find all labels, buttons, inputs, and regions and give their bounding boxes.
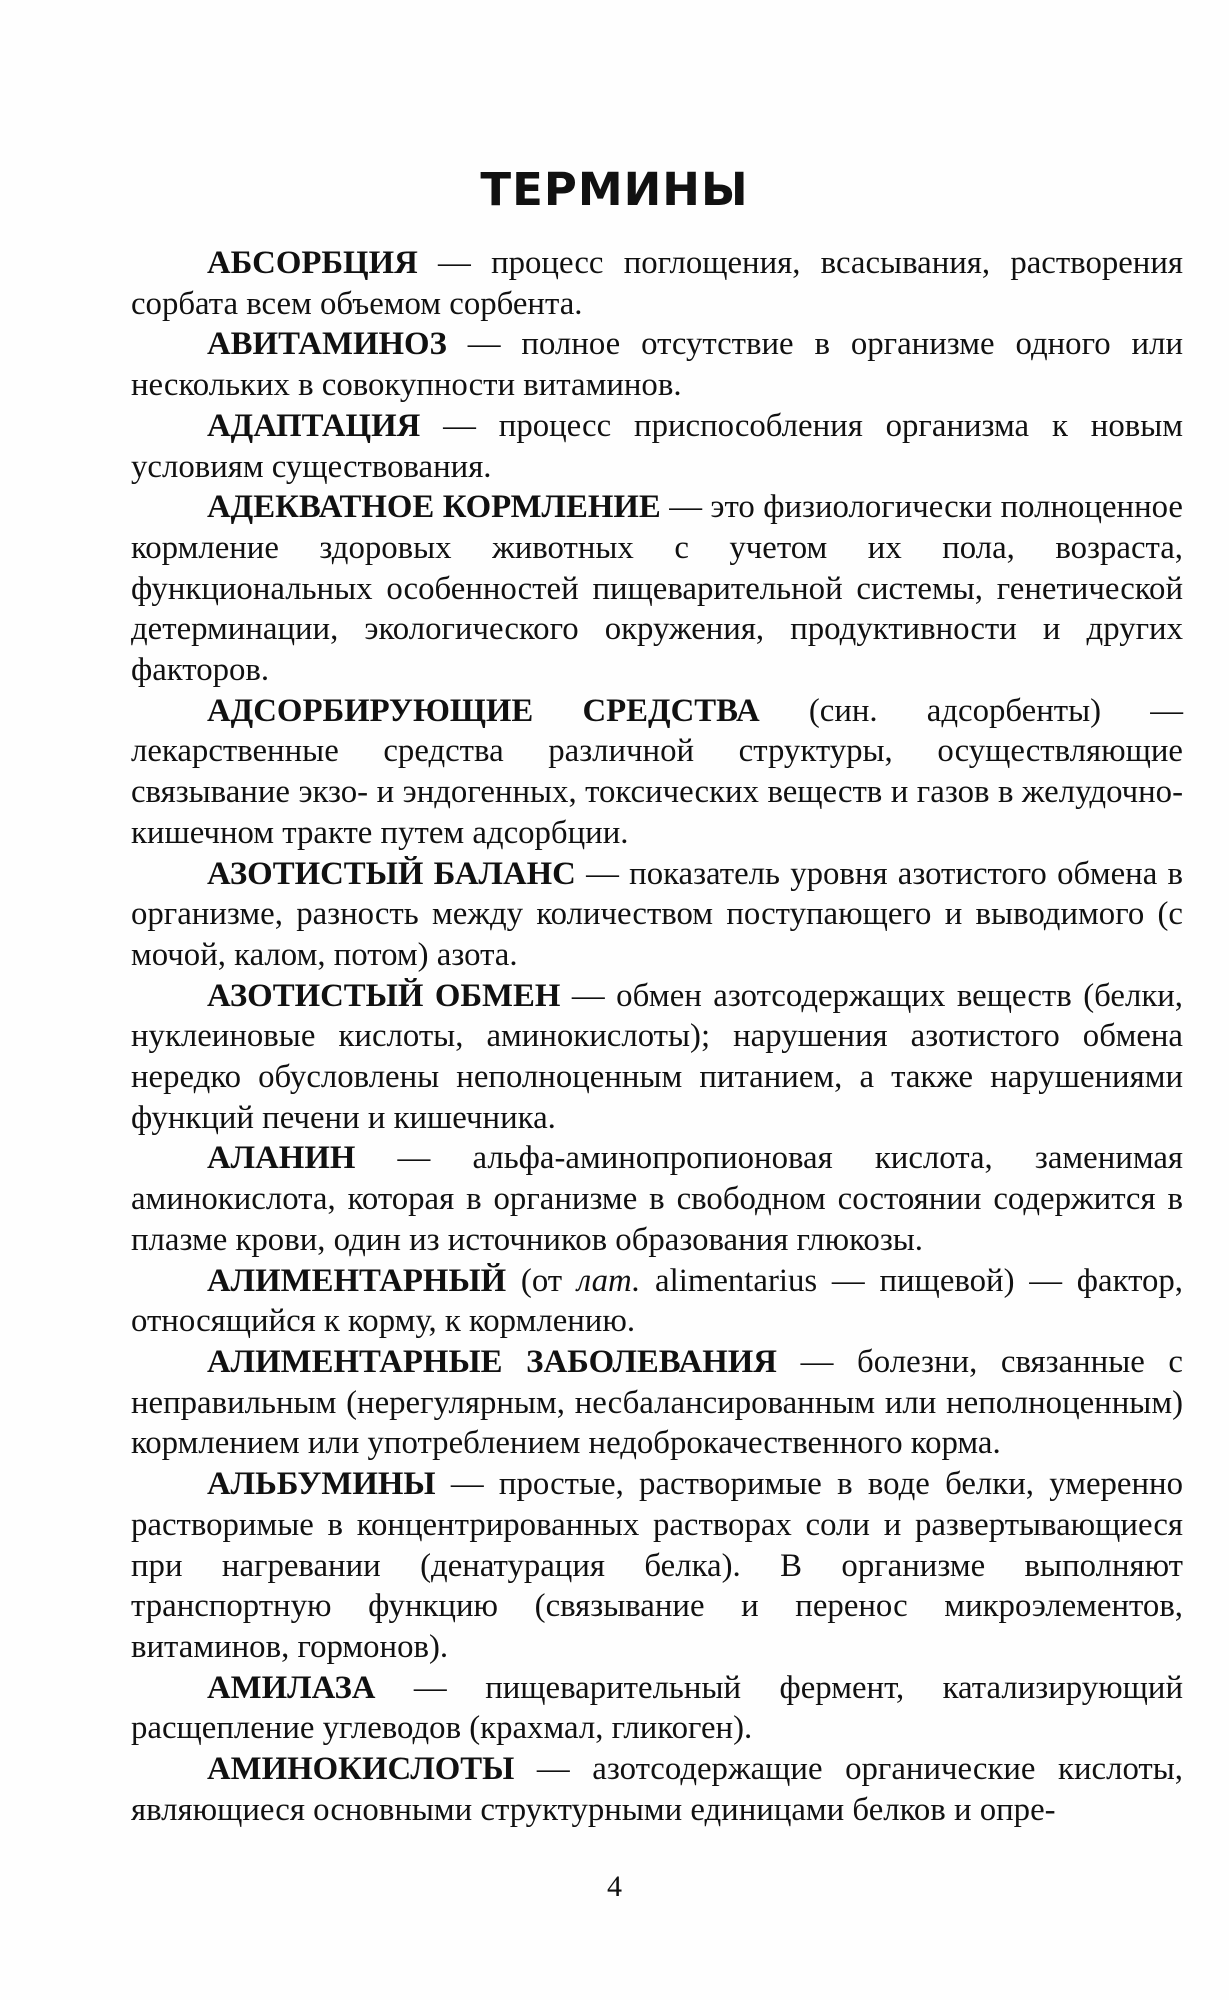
entry-definition: alimentarius — пищевой) — фактор, относящийся к корму, к кормлению.	[131, 1262, 1184, 1340]
entry-definition: — простые, растворимые в воде белки, умеренно растворимые в концентрированных растворах соли и развертывающиеся при нагревании (денатурация белка). В организме выполняют транспортную функцию (связывание и перенос микроэлементов, витаминов, гормонов).	[131, 1466, 1183, 1665]
entry-definition: — процесс приспособления организма к новым условиям существования.	[131, 407, 1183, 485]
entry-term: АДЕКВАТНОЕ КОРМЛЕНИЕ	[207, 489, 661, 526]
glossary-entry	[131, 976, 1183, 1139]
glossary-entry	[131, 1342, 1183, 1464]
glossary-entry	[131, 406, 1183, 487]
glossary-entry	[131, 324, 1183, 405]
entry-term: АЛИМЕНТАРНЫЕ ЗАБОЛЕВАНИЯ	[207, 1343, 777, 1380]
glossary-entry	[131, 487, 1183, 691]
entry-term: АВИТАМИНОЗ	[207, 326, 447, 363]
entry-term: АЗОТИСТЫЙ ОБМЕН	[207, 977, 561, 1014]
entry-term: АБСОРБЦИЯ	[207, 245, 418, 281]
glossary-entry	[131, 854, 1183, 976]
entry-definition: — альфа-аминопропионовая кислота, заменимая аминокислота, которая в организме в свободном состоянии содержится в плазме крови, один из источников образования глюкозы.	[131, 1140, 1183, 1258]
entry-definition: — пищеварительный фермент, катализирующий расщепление углеводов (крахмал, гликоген).	[131, 1669, 1183, 1747]
page-number: 4	[607, 1870, 622, 1903]
entry-definition: — обмен азотсодержащих веществ (белки, нуклеиновые кислоты, аминокислоты); нарушения азотистого обмена нередко обусловлены неполноценным питанием, а также нарушениями функций печени и кишечника.	[131, 977, 1183, 1136]
page-title: ТЕРМИНЫ	[480, 163, 749, 216]
glossary-entry	[131, 1749, 1183, 1830]
glossary-entry	[131, 1464, 1183, 1668]
entry-term: АМИЛАЗА	[207, 1669, 376, 1706]
glossary-entry	[131, 691, 1183, 854]
glossary-entry	[131, 1261, 1183, 1342]
entry-definition: (син. адсорбенты) — лекарственные средства различной структуры, осуществляющие связывание экзо- и эндогенных, токсических веществ и газов в желудочно-кишечном тракте путем адсорбции.	[131, 692, 1183, 851]
entry-definition: — азотсодержащие органические кислоты, являющиеся основными структурными единицами белков и опре-	[131, 1751, 1183, 1828]
glossary-body	[131, 243, 1183, 1830]
entry-definition: — болезни, связанные с неправильным (нерегулярным, несбалансированным или неполноценным) кормлением или употреблением недоброкачественного корма.	[131, 1343, 1183, 1462]
entry-definition-prefix: (от	[506, 1262, 577, 1299]
entry-term: АЗОТИСТЫЙ БАЛАНС	[207, 855, 576, 892]
entry-term: АЛИМЕНТАРНЫЙ	[207, 1262, 507, 1299]
entry-term: АЛЬБУМИНЫ	[207, 1466, 436, 1503]
glossary-entry	[131, 243, 1183, 324]
glossary-entry	[131, 1138, 1183, 1260]
entry-term: АДСОРБИРУЮЩИЕ СРЕДСТВА	[207, 692, 760, 729]
latin-abbreviation: лат.	[576, 1262, 641, 1299]
entry-definition: — это физиологически полноценное кормление здоровых животных с учетом их пола, возраста, функциональных особенностей пищеварительной системы, генетической детерминации, экологического окружения, продуктивности и других факторов.	[131, 489, 1183, 689]
entry-definition: — полное отсутствие в организме одного или нескольких в совокупности витаминов.	[131, 326, 1183, 404]
entry-definition: — процесс поглощения, всасывания, растворения сорбата всем объемом сорбента.	[131, 245, 1183, 322]
glossary-entry	[131, 1668, 1183, 1749]
entry-term: АДАПТАЦИЯ	[207, 407, 421, 444]
entry-term: АЛАНИН	[207, 1140, 356, 1177]
entry-definition: — показатель уровня азотистого обмена в организме, разность между количеством поступающего и выводимого (с мочой, калом, потом) азота.	[131, 855, 1183, 973]
entry-term: АМИНОКИСЛОТЫ	[207, 1751, 515, 1788]
